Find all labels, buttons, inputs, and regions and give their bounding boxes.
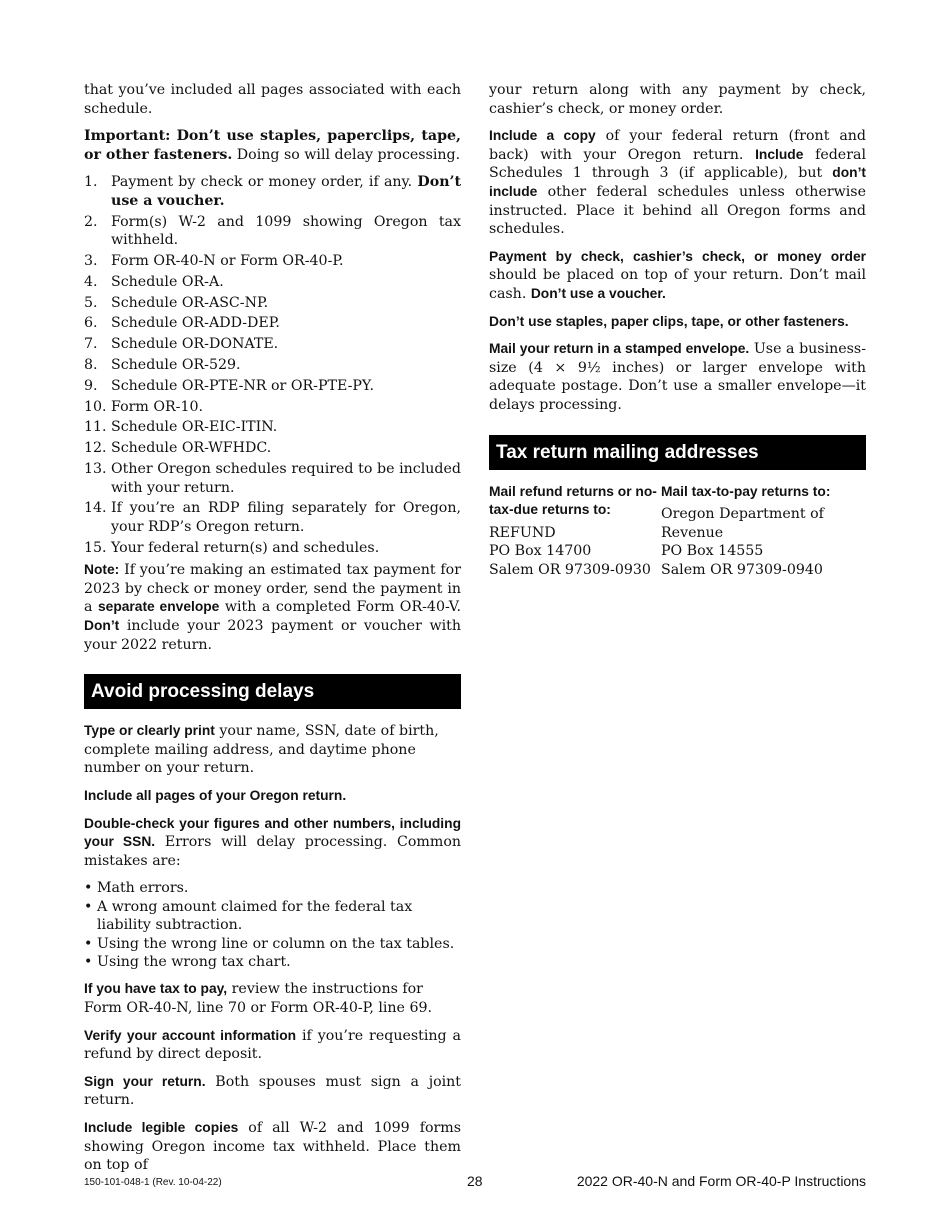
tax-to-pay-text: If you have tax to pay, review the instructions for Form OR-40-N, line 70 or Form OR-40-P, line 69.: [84, 981, 433, 1017]
list-item: 9. Schedule OR-PTE-NR or OR-PTE-PY.: [84, 377, 374, 394]
form-code: 150-101-048-1 (Rev. 10-04-22): [84, 1177, 222, 1188]
list-item: • Using the wrong line or column on the tax tables.: [84, 935, 455, 952]
important-bold: Important: Don’t use staples, paperclips, tape, or other fasteners.: [84, 128, 461, 163]
refund-address-heading: Mail refund returns or no-tax-due returns to:: [489, 483, 657, 518]
address-line: Oregon Department of Revenue: [661, 506, 824, 541]
common-mistakes-list: [84, 879, 461, 971]
list-item: 3. Form OR-40-N or Form OR-40-P.: [84, 253, 344, 270]
list-item: 10. Form OR-10.: [84, 398, 204, 415]
address-line: REFUND: [489, 524, 556, 541]
avoid-delays-heading: Avoid processing delays: [84, 674, 461, 709]
assembly-order-list: [84, 173, 461, 557]
important-note: [84, 127, 461, 164]
list-item: • A wrong amount claimed for the federal tax liability subtraction.: [84, 898, 413, 934]
address-line: Salem OR 97309-0930: [489, 561, 651, 578]
double-check-text: Double-check your figures and other numbers, including your SSN. Errors will delay processing. Common mistakes are:: [84, 815, 461, 869]
list-item: 4. Schedule OR-A.: [84, 273, 224, 290]
list-item: 13. Other Oregon schedules required to be included with your return.: [84, 460, 461, 496]
list-item: 6. Schedule OR-ADD-DEP.: [84, 315, 280, 332]
tax-to-pay-address-heading: Mail tax-to-pay returns to:: [661, 483, 831, 499]
page-footer: [84, 1173, 866, 1193]
list-item: 8. Schedule OR-529.: [84, 357, 241, 374]
document-title: 2022 OR-40-N and Form OR-40-P Instructions: [576, 1173, 866, 1189]
mail-envelope-text: Mail your return in a stamped envelope. Use a business-size (4 × 9½ inches) or larger envelope with adequate postage. Don’t use a smaller envelope—it delays processing.: [489, 341, 866, 413]
list-item: 15. Your federal return(s) and schedules.: [84, 539, 380, 556]
list-item: 2. Form(s) W-2 and 1099 showing Oregon tax withheld.: [84, 213, 461, 249]
page-number: 28: [467, 1173, 483, 1189]
legible-copies-text: Include legible copies of all W-2 and 1099 forms showing Oregon income tax withheld. Place them on top of: [84, 1120, 461, 1174]
continuation-text: your return along with any payment by check, cashier’s check, or money order.: [489, 82, 866, 117]
right-column: [489, 81, 866, 579]
list-item: 12. Schedule OR-WFHDC.: [84, 440, 272, 457]
address-line: Salem OR 97309-0940: [661, 561, 823, 578]
estimated-payment-note: Note: If you’re making an estimated tax payment for 2023 by check or money order, send the payment in a separate envelope with a completed Form OR-40-V. Don’t include your 2023 payment or voucher with your 2022 return.: [84, 562, 462, 653]
refund-address-block: [489, 483, 661, 580]
mailing-addresses: [489, 483, 866, 580]
address-line: PO Box 14700: [489, 543, 592, 560]
payment-text: Payment by check, cashier’s check, or money order should be placed on top of your return. Don’t mail cash. Don’t use a voucher.: [489, 248, 866, 302]
include-pages-text: Include all pages of your Oregon return.: [84, 788, 347, 804]
type-print-text: Type or clearly print your name, SSN, date of birth, complete mailing address, and daytime phone number on your return.: [84, 723, 439, 777]
left-column: [84, 81, 461, 1184]
list-item: 7. Schedule OR-DONATE.: [84, 336, 279, 353]
list-item: 5. Schedule OR-ASC-NP.: [84, 294, 269, 311]
important-rest: Doing so will delay processing.: [232, 146, 461, 163]
list-item: • Using the wrong tax chart.: [84, 954, 291, 971]
fasteners-text: Don’t use staples, paper clips, tape, or other fasteners.: [489, 313, 849, 329]
verify-account-text: Verify your account information if you’re requesting a refund by direct deposit.: [84, 1027, 461, 1063]
list-item: • Math errors.: [84, 880, 189, 897]
list-item: 1. Payment by check or money order, if any. Don’t use a voucher.: [84, 174, 461, 209]
intro-text: that you’ve included all pages associated with each schedule.: [84, 82, 461, 117]
tax-to-pay-address-block: [661, 483, 866, 580]
list-item: 11. Schedule OR-EIC-ITIN.: [84, 419, 278, 436]
mailing-addresses-heading: Tax return mailing addresses: [489, 435, 866, 470]
address-line: PO Box 14555: [661, 543, 764, 560]
include-copy-text: Include a copy of your federal return (front and back) with your Oregon return. Include federal Schedules 1 through 3 (if applicable), but don’t include other federal schedules unless otherwise instructed. Place it behind all Oregon forms and schedules.: [489, 128, 867, 238]
list-item: 14. If you’re an RDP filing separately for Oregon, your RDP’s Oregon return.: [84, 500, 461, 535]
sign-return-text: Sign your return. Both spouses must sign a joint return.: [84, 1073, 462, 1109]
